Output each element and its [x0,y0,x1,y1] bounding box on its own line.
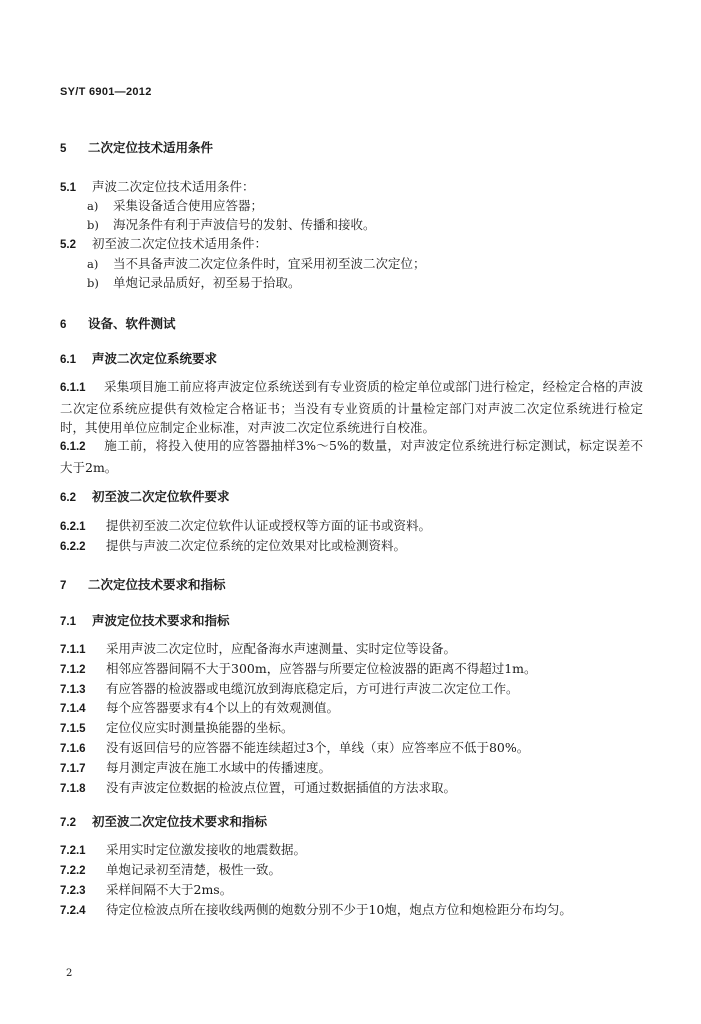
clause-text: 采集项目施工前应将声波定位系统送到有专业资质的检定单位或部门进行检定，经检定合格的声波二次定位系统应提供有效检定合格证书；当没有专业资质的计量检定部门对声波二次定位系统进行检定时，其使用单位应制定企业标准，对声波二次定位系统进行自校准。 [60,379,643,435]
list-text: 当不具备声波二次定位条件时，宜采用初至波二次定位； [113,256,426,271]
subsection-heading [60,489,230,506]
clause-text: 施工前，将投入使用的应答器抽样3%～5%的数量，对声波定位系统进行标定测试，标定误差不大于2m。 [60,438,643,475]
clause-number: 7.1.8 [60,783,86,795]
list-text: 海况条件有利于声波信号的发射、传播和接收。 [113,217,376,232]
clause-paragraph [60,436,643,477]
clause-text: 有应答器的检波器或电缆沉放到海底稳定后，方可进行声波二次定位工作。 [106,681,519,696]
clause-number: 7.1.1 [60,644,86,656]
section-number: 5 [60,143,67,155]
clause [60,842,306,859]
clause [60,661,537,678]
clause-number: 7.1.2 [60,664,86,676]
clause [60,538,406,555]
clause-text: 采样间隔不大于2ms。 [106,882,233,897]
clause-number: 6.2.2 [60,541,86,553]
section-heading [60,316,176,333]
clause-number: 7.2.1 [60,845,86,857]
list-text: 单炮记录品质好，初至易于拾取。 [113,275,301,290]
clause [60,641,456,658]
section-title: 二次定位技术要求和指标 [88,577,226,592]
clause [60,760,331,777]
section-number: 6 [60,319,67,331]
clause-number: 6.2.1 [60,521,86,533]
clause [60,179,255,196]
clause [60,740,529,757]
clause-text: 没有声波定位数据的检波点位置，可通过数据插值的方法求取。 [106,780,457,795]
standard-code: SY/T 6901—2012 [60,86,152,98]
subsection-title: 声波二次定位系统要求 [92,351,218,366]
clause-number: 5.1 [60,182,76,194]
clause [60,518,431,535]
subsection-number: 7.2 [60,817,76,829]
clause-text: 声波二次定位技术适用条件： [92,179,255,194]
clause-text: 采用实时定位激发接收的地震数据。 [106,842,307,857]
clause-number: 7.2.3 [60,885,86,897]
page-number: 2 [66,968,73,979]
clause [60,236,267,253]
clause-number: 7.1.4 [60,703,86,715]
clause-number: 7.1.7 [60,763,86,775]
subsection-heading [60,351,217,368]
section-number: 7 [60,580,67,592]
clause-paragraph [60,377,643,438]
clause-number: 6.1.2 [60,441,86,453]
subsection-number: 6.2 [60,492,76,504]
subsection-title: 初至波二次定位软件要求 [92,489,230,504]
clause-text: 单炮记录初至清楚，极性一致。 [106,862,282,877]
section-title: 二次定位技术适用条件 [88,140,214,155]
clause-number: 7.1.5 [60,723,86,735]
clause-text: 没有返回信号的应答器不能连续超过3个，单线（束）应答率应不低于80%。 [106,740,530,755]
clause-number: 7.1.3 [60,684,86,696]
clause [60,720,294,737]
clause [60,882,232,899]
clause-number: 7.1.6 [60,743,86,755]
clause-number: 5.2 [60,239,76,251]
section-heading [60,577,226,594]
clause [60,700,339,717]
list-marker: b) [87,218,99,232]
clause-text: 待定位检波点所在接收线两侧的炮数分别不少于10炮，炮点方位和炮检距分布均匀。 [106,902,572,917]
clause-number: 7.2.2 [60,865,86,877]
clause-text: 定位仪应实时测量换能器的坐标。 [106,720,294,735]
section-heading [60,140,213,157]
section-title: 设备、软件测试 [88,316,176,331]
clause [60,902,572,919]
clause [60,681,519,698]
clause-text: 初至波二次定位技术适用条件： [92,236,268,251]
list-item [87,275,301,291]
clause-number: 7.2.4 [60,905,86,917]
list-marker: a) [87,257,99,271]
clause-text: 提供初至波二次定位软件认证或授权等方面的证书或资料。 [106,518,432,533]
subsection-heading [60,814,267,831]
subsection-number: 6.1 [60,354,76,366]
clause-number: 6.1.1 [60,382,86,394]
subsection-title: 声波定位技术要求和指标 [92,613,230,628]
subsection-number: 7.1 [60,616,76,628]
subsection-heading [60,613,230,630]
clause-text: 每月测定声波在施工水域中的传播速度。 [106,760,332,775]
clause-text: 提供与声波二次定位系统的定位效果对比或检测资料。 [106,538,407,553]
clause-text: 每个应答器要求有4个以上的有效观测值。 [106,700,339,715]
list-marker: a) [87,199,99,213]
list-item [87,217,376,233]
list-item [87,198,263,214]
list-text: 采集设备适合使用应答器； [113,198,264,213]
clause [60,862,281,879]
subsection-title: 初至波二次定位技术要求和指标 [92,814,268,829]
clause-text: 采用声波二次定位时，应配备海水声速测量、实时定位等设备。 [106,641,457,656]
clause [60,780,456,797]
clause-text: 相邻应答器间隔不大于300m，应答器与所要定位检波器的距离不得超过1m。 [106,661,537,676]
list-item [87,256,426,272]
list-marker: b) [87,276,99,290]
